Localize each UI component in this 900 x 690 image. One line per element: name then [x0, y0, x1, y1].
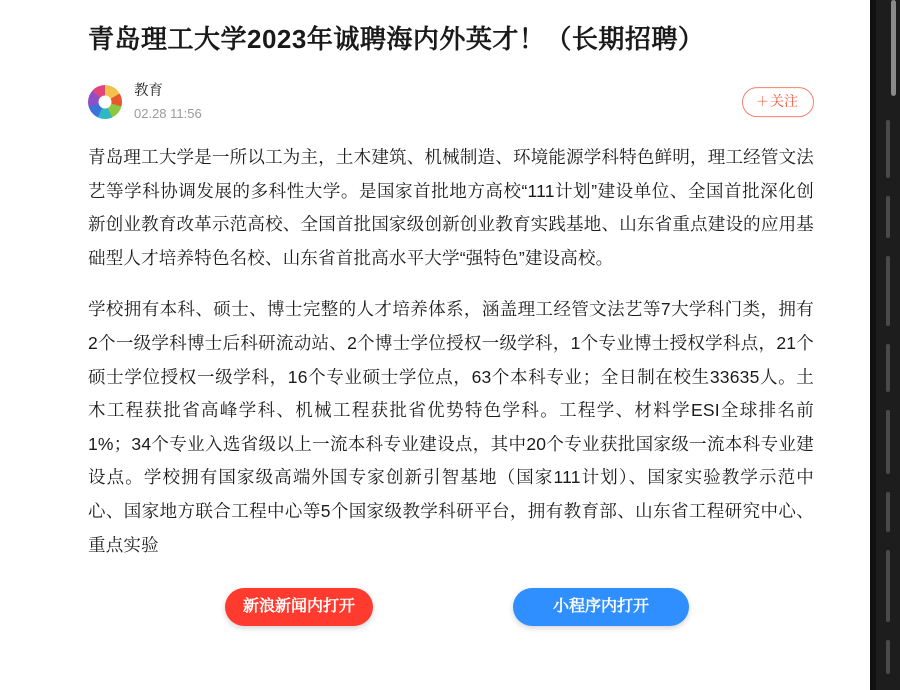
rail-segment: [886, 492, 890, 532]
open-in-miniprogram-button[interactable]: 小程序内打开: [513, 588, 689, 626]
rail-segment: [886, 196, 890, 238]
rail-segment: [886, 640, 890, 674]
publish-time: 02.28 11:56: [134, 105, 202, 121]
rail-segment: [886, 120, 890, 178]
author-name[interactable]: 教育: [134, 82, 163, 99]
plus-icon: ＋: [755, 94, 769, 110]
page-title: 青岛理工大学2023年诚聘海内外英才！（长期招聘）: [88, 24, 705, 54]
rail-segment: [886, 410, 890, 474]
right-rail: [870, 0, 900, 690]
author-info: [134, 81, 202, 124]
article-body: [88, 141, 814, 562]
rail-segment: [886, 550, 890, 622]
avatar[interactable]: [88, 85, 122, 119]
scrollbar-thumb[interactable]: [891, 0, 896, 96]
rail-segment: [886, 256, 890, 326]
open-in-sina-news-button[interactable]: 新浪新闻内打开: [225, 588, 373, 626]
paragraph-2: 学校拥有本科、硕士、博士完整的人才培养体系，涵盖理工经管文法艺等7大学科门类，拥有2个一级学科博士后科研流动站、2个博士学位授权一级学科，1个专业博士授权学科点，21个硕士学位授权一级学科，16个专业硕士学位点，63个本科专业；全日制在校生33635人。土木工程获批省高峰学科、机械工程获批省优势特色学科。工程学、材料学ESI全球排名前1%；34个专业入选省级以上一流本科专业建设点，其中20个专业获批国家级一流本科专业建设点。学校拥有国家级高端外国专家创新引智基地（国家111计划）、国家实验教学示范中心、国家地方联合工程中心等5个国家级教学科研平台，拥有教育部、山东省工程研究中心、重点实验: [88, 299, 814, 555]
follow-button-label: 关注: [770, 93, 798, 110]
paragraph-1: 青岛理工大学是一所以工为主，土木建筑、机械制造、环境能源学科特色鲜明，理工经管文法艺等学科协调发展的多科性大学。是国家首批地方高校“111计划”建设单位、全国首批深化创新创业教育改革示范高校、全国首批国家级创新创业教育实践基地、山东省重点建设的应用基础型人才培养特色名校、山东省首批高水平大学“强特色”建设高校。: [88, 147, 814, 268]
right-rail-inner: [876, 0, 900, 690]
author-meta-row: [88, 79, 814, 125]
rail-segment: [886, 344, 890, 392]
follow-button[interactable]: [742, 87, 814, 117]
